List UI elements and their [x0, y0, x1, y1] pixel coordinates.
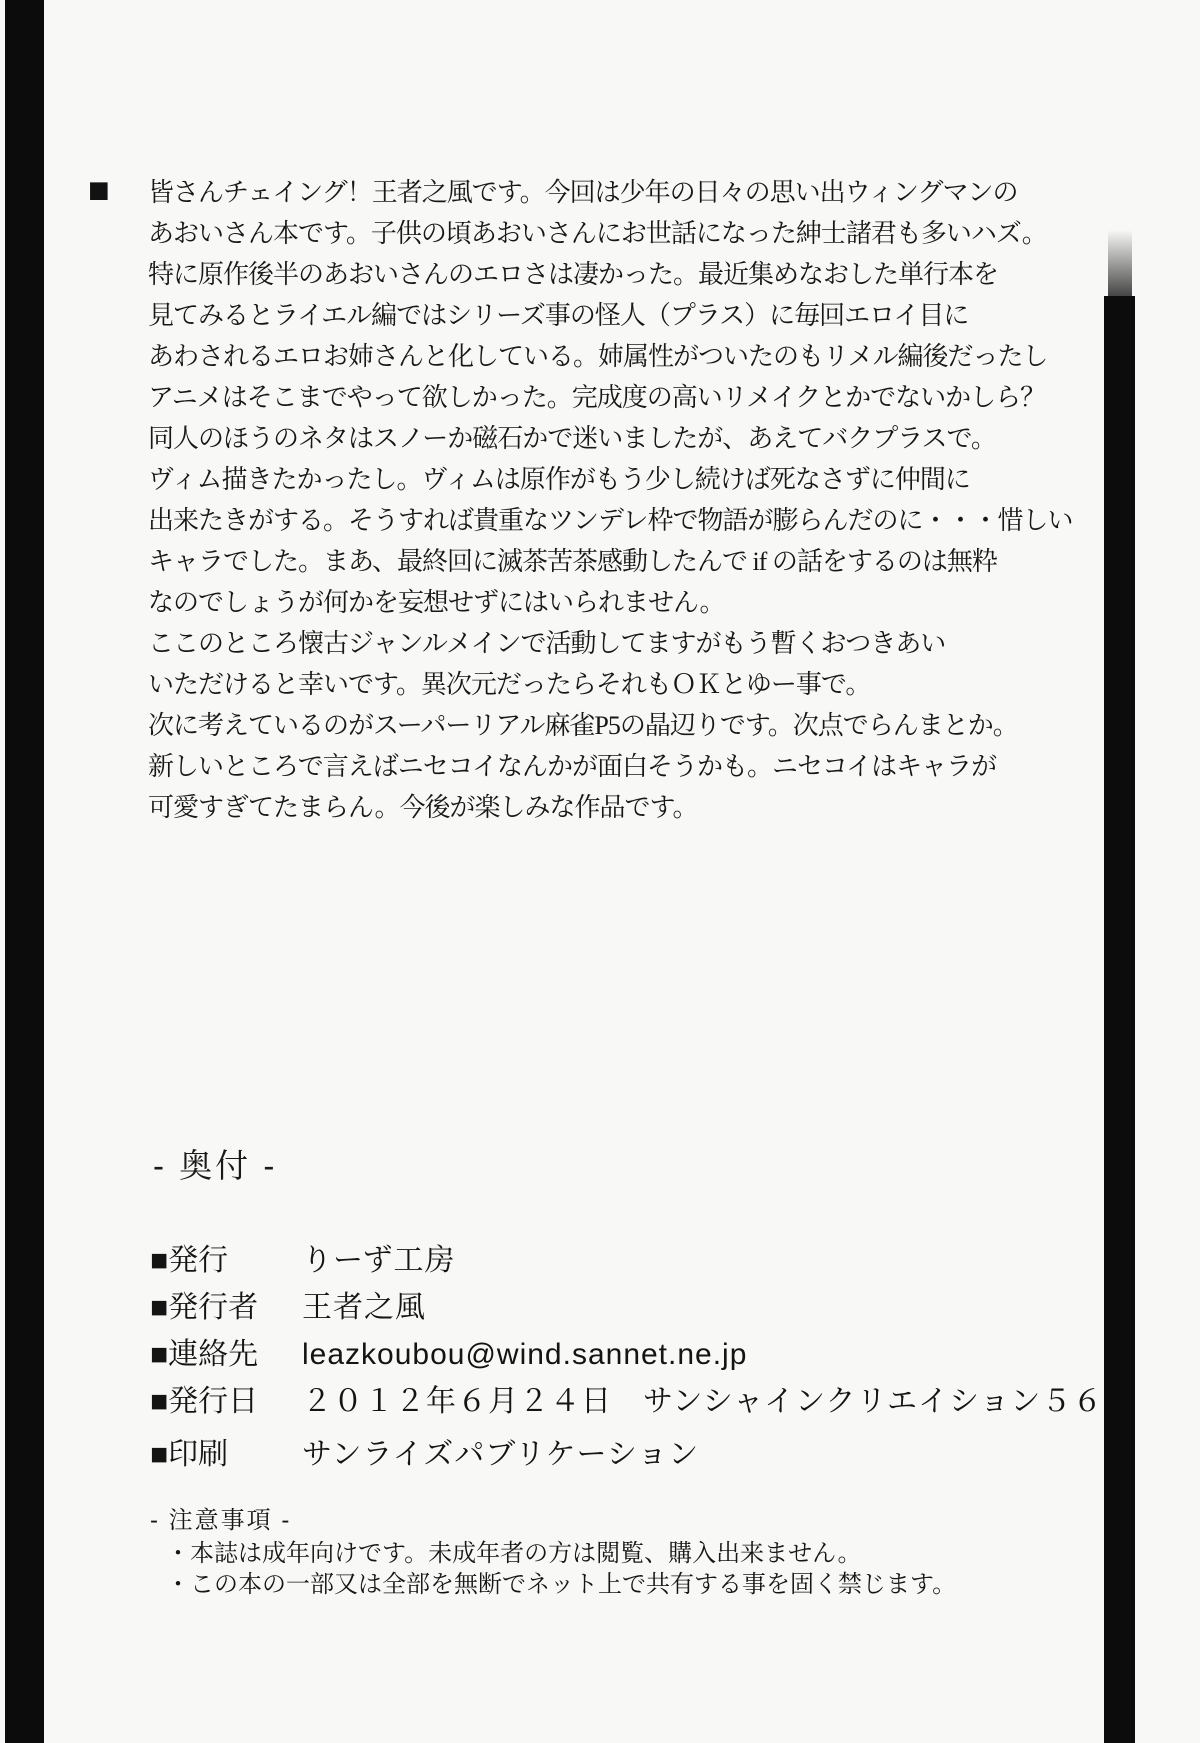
- colophon-row-author: [150, 1290, 1103, 1326]
- colophon-label: ■発行日: [150, 1385, 259, 1418]
- colophon-value: 王者之風: [302, 1291, 426, 1324]
- right-black-border: [1104, 296, 1135, 1743]
- right-black-border-fade: [1108, 230, 1132, 300]
- colophon-row-date: [150, 1384, 1103, 1420]
- afterword-line: いただけると幸いです。異次元だったらそれもＯＫとゆー事で。: [148, 670, 871, 699]
- afterword-line: なのでしょうが何かを妄想せずにはいられません。: [148, 588, 725, 617]
- colophon-value: りーず工房: [302, 1244, 456, 1277]
- afterword-line: 特に原作後半のあおいさんのエロさは凄かった。最近集めなおした単行本を: [148, 260, 999, 289]
- afterword-line: あおいさん本です。子供の頃あおいさんにお世話になった紳士諸君も多いハズ。: [148, 219, 1047, 248]
- afterword-line: 同人のほうのネタはスノーか磁石かで迷いましたが、あえてバクプラスで。: [148, 424, 996, 453]
- colophon-email: leazkoubou@wind.sannet.ne.jp: [302, 1338, 748, 1371]
- colophon-row-publisher: [150, 1243, 1103, 1279]
- colophon-row-contact: [150, 1337, 1103, 1373]
- notes-section: [150, 1505, 956, 1600]
- afterword-line: 可愛すぎてたまらん。今後が楽しみな作品です。: [148, 793, 698, 822]
- note-item: ・本誌は成年向けです。未成年者の方は閲覧、購入出来ません。: [166, 1540, 862, 1567]
- colophon-label: ■発行者: [150, 1291, 259, 1324]
- paragraph-bullet-icon: ■: [88, 177, 110, 203]
- afterword-line: 出来たきがする。そうすれば貴重なツンデレ枠で物語が膨らんだのに・・・惜しい: [148, 506, 1073, 535]
- afterword-line: 新しいところで言えばニセコイなんかが面白そうかも。ニセコイはキャラが: [148, 752, 997, 781]
- afterword-line: 見てみるとライエル編ではシリーズ事の怪人（プラス）に毎回エロイ目に: [148, 301, 969, 330]
- afterword-line: 次に考えているのがスーパーリアル麻雀P5の晶辺りです。次点でらんまとか。: [148, 711, 1018, 740]
- afterword-paragraph: [148, 172, 1073, 828]
- colophon-value: ２０１２年６月２４日 サンシャインクリエイション５６: [302, 1385, 1104, 1418]
- afterword-line: アニメはそこまでやって欲しかった。完成度の高いリメイクとかでないかしら？: [148, 383, 1046, 412]
- colophon-section: [150, 1243, 1103, 1484]
- colophon-label: ■連絡先: [150, 1338, 259, 1371]
- colophon-label: ■発行: [150, 1244, 229, 1277]
- afterword-line: あわされるエロお姉さんと化している。姉属性がついたのもリメル編後だったし: [148, 342, 1048, 371]
- afterword-line: ヴィム描きたかったし。ヴィムは原作がもう少し続けば死なさずに仲間に: [148, 465, 970, 494]
- colophon-heading: - 奥付 -: [153, 1147, 278, 1184]
- colophon-row-printer: [150, 1437, 1103, 1473]
- afterword-line: 皆さんチェイング！王者之風です。今回は少年の日々の思い出ウィングマンの: [148, 178, 1018, 207]
- left-black-border: [5, 0, 44, 1743]
- afterword-line: キャラでした。まあ、最終回に滅茶苦茶感動したんで if の話をするのは無粋: [148, 547, 997, 576]
- notes-heading: - 注意事項 -: [150, 1507, 292, 1534]
- colophon-label: ■印刷: [150, 1438, 229, 1471]
- colophon-value: サンライズパブリケーション: [302, 1438, 700, 1471]
- note-item: ・この本の一部又は全部を無断でネット上で共有する事を固く禁じます。: [166, 1571, 957, 1598]
- afterword-line: ここのところ懐古ジャンルメインで活動してますがもう暫くおつきあい: [148, 629, 946, 658]
